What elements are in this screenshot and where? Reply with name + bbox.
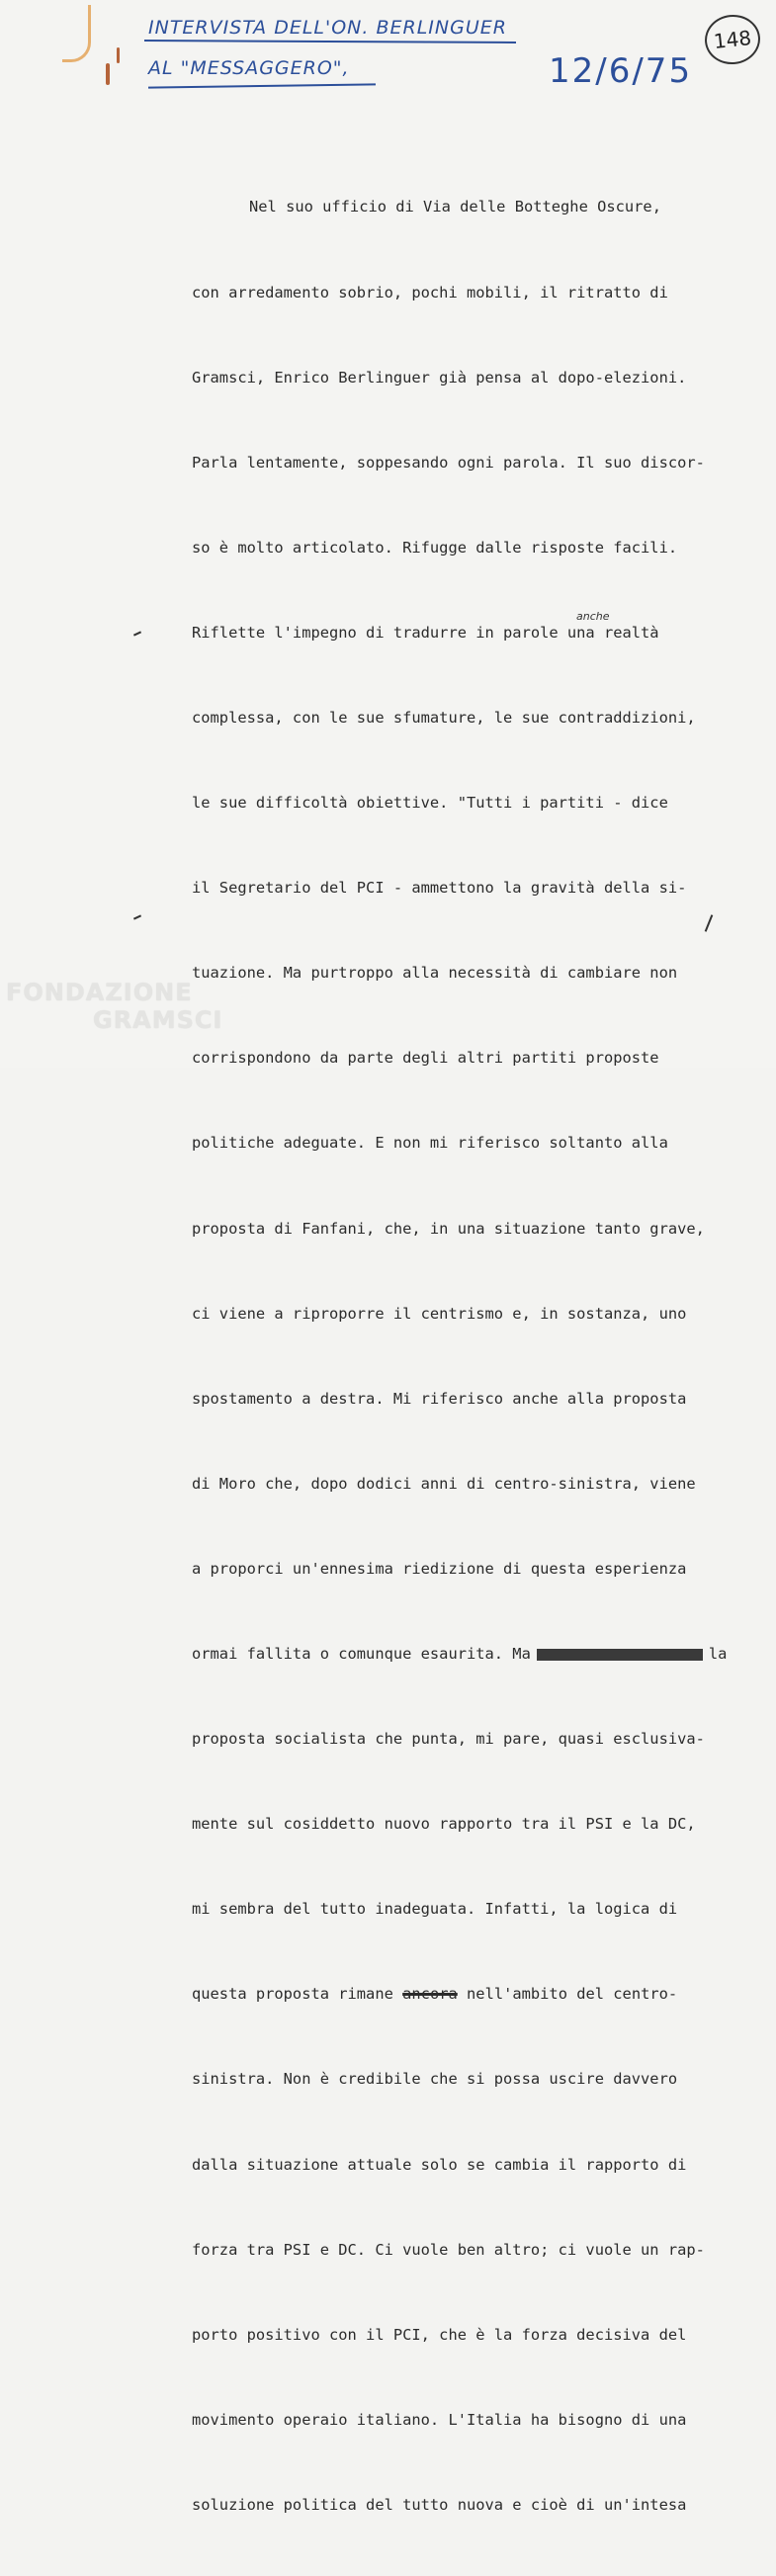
margin-tick: [133, 914, 141, 919]
redaction-bar: [537, 1649, 703, 1661]
text-line: complessa, con le sue sfumature, le sue contraddizioni,: [192, 708, 696, 727]
text-line: tuazione. Ma purtroppo alla necessità di cambiare non: [192, 964, 678, 983]
text-line: a proporci un'ennesima riedizione di questa esperienza: [192, 1559, 687, 1578]
red-pencil-mark: [117, 47, 120, 63]
text-line: mente sul cosiddetto nuovo rapporto tra il PSI e la DC,: [192, 1815, 696, 1834]
text-line: sinistra. Non è credibile che si possa uscire davvero: [192, 2070, 678, 2089]
text-line: Parla lentamente, soppesando ogni parola. Il suo discor-: [192, 453, 705, 472]
text-line-struck: [192, 1980, 765, 2009]
text-line: corrispondono da parte degli altri partiti proposte: [192, 1049, 659, 1068]
text-line-redacted: [192, 1640, 765, 1669]
text-line: le sue difficoltà obiettive. "Tutti i partiti - dice: [192, 794, 668, 813]
text-line: di Moro che, dopo dodici anni di centro-sinistra, viene: [192, 1474, 696, 1493]
text-line: movimento operaio italiano. L'Italia ha bisogno di una: [192, 2410, 687, 2429]
text-line: so è molto articolato. Rifugge dalle risposte facili.: [192, 538, 678, 557]
watermark: [6, 979, 222, 1034]
text-line: dalla situazione attuale solo se cambia il rapporto di: [192, 2155, 687, 2174]
handwritten-date: 12/6/75: [549, 51, 693, 91]
text-line: Gramsci, Enrico Berlinguer già pensa al dopo-elezioni.: [192, 368, 687, 386]
typed-body-text: [192, 136, 765, 2576]
title-underline: [144, 40, 516, 43]
text-line: proposta di Fanfani, che, in una situazione tanto grave,: [192, 1219, 705, 1238]
text-segment: nell'ambito del centro-: [467, 1985, 678, 2004]
text-segment: questa proposta rimane: [192, 1985, 393, 2004]
text-line: forza tra PSI e DC. Ci vuole ben altro; ci vuole un rap-: [192, 2240, 705, 2259]
handwritten-title: INTERVISTA DELL'ON. BERLINGUER: [148, 17, 507, 39]
page-number-circle: [703, 12, 763, 67]
text-line: spostamento a destra. Mi riferisco anche alla proposta: [192, 1389, 687, 1408]
text-line: Riflette l'impegno di tradurre in parole una realtà: [192, 623, 659, 642]
text-line: mi sembra del tutto inadeguata. Infatti, la logica di: [192, 1900, 678, 1919]
text-line: soluzione politica del tutto nuova e cioè di un'intesa: [192, 2495, 687, 2514]
text-line: con arredamento sobrio, pochi mobili, il ritratto di: [192, 283, 668, 301]
text-line: porto positivo con il PCI, che è la forza decisiva del: [192, 2325, 687, 2344]
margin-tick: [133, 631, 141, 636]
text-segment: ormai fallita o comunque esaurita. Ma: [192, 1645, 531, 1663]
text-segment: la: [708, 1645, 728, 1663]
text-line: politiche adeguate. E non mi riferisco soltanto alla: [192, 1134, 668, 1153]
struck-word: ancora: [402, 1985, 458, 2004]
text-line: proposta socialista che punta, mi pare, quasi esclusiva-: [192, 1730, 705, 1749]
pencil-mark: [62, 5, 91, 62]
text-line: il Segretario del PCI - ammettono la gravità della si-: [192, 879, 687, 898]
text-line: Nel suo ufficio di Via delle Botteghe Oscure,: [249, 198, 661, 216]
subtitle-underline: [148, 83, 376, 88]
watermark-line: FONDAZIONE: [6, 979, 193, 1006]
watermark-line: GRAMSCI: [93, 1006, 223, 1034]
page-number: 148: [712, 26, 753, 53]
red-pencil-mark: [106, 63, 110, 85]
text-line: ci viene a riproporre il centrismo e, in sostanza, uno: [192, 1304, 687, 1323]
handwritten-insert: anche: [576, 610, 610, 623]
handwritten-subtitle: AL "MESSAGGERO",: [148, 57, 350, 79]
